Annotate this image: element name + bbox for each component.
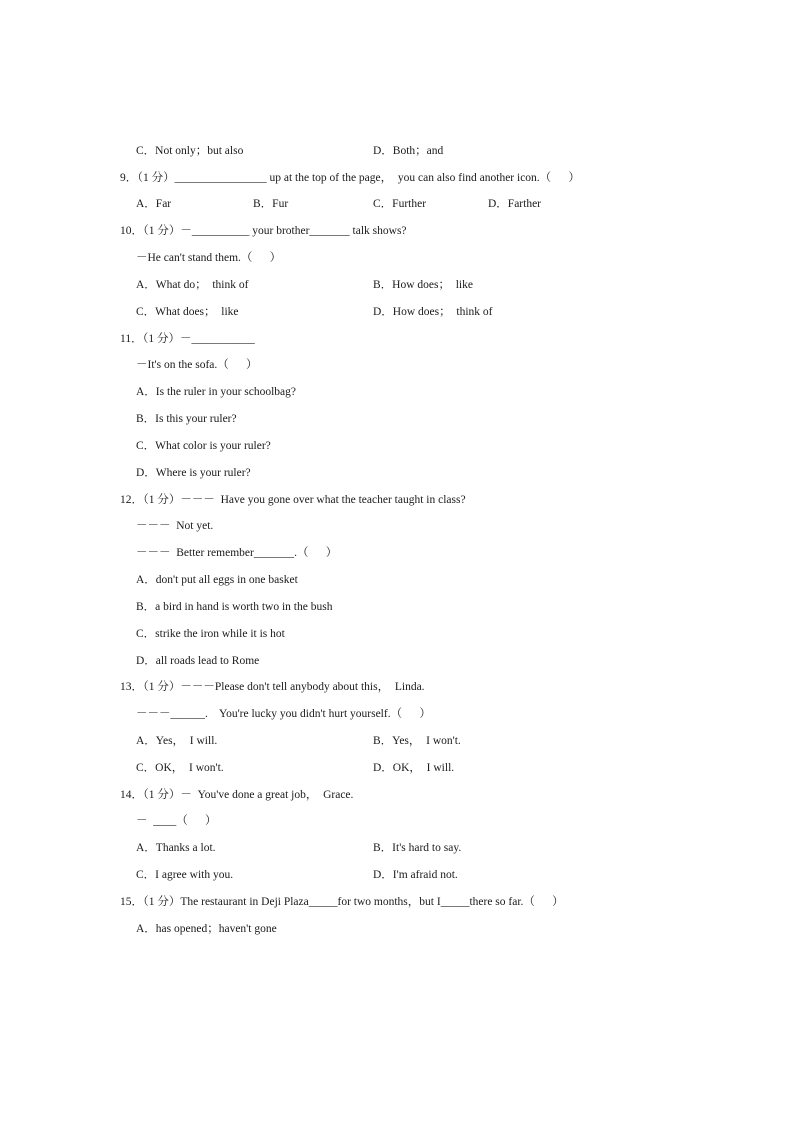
- q12-option-b[interactable]: B．a bird in hand is worth two in the bush: [136, 601, 333, 613]
- q13-option-d[interactable]: D．OK， I will.: [373, 762, 455, 774]
- q10-text: talk shows?: [349, 225, 407, 237]
- q10-blank-1: __________: [191, 225, 250, 237]
- q11-option-c[interactable]: C．What color is your ruler?: [136, 440, 271, 452]
- q8-option-d[interactable]: D．Both；and: [373, 145, 444, 157]
- q9-options-row: [0, 199, 794, 213]
- q12-line-3-text: －－－ Better remember: [136, 547, 254, 559]
- q12-option-d[interactable]: D．all roads lead to Rome: [136, 655, 260, 667]
- q13-reply-text: . You're lucky you didn't hurt yourself.（ ）: [205, 708, 431, 720]
- q10-option-b[interactable]: B．How does； like: [373, 279, 473, 291]
- q9-option-b[interactable]: B．Fur: [253, 198, 289, 210]
- q12-reply: －－－ Not yet.: [136, 520, 214, 532]
- q13-stem: 13．（1 分）－－－Please don't tell anybody about this， Linda.: [120, 681, 425, 693]
- q10-options-row-2: [0, 307, 794, 321]
- q9-text: up at the top of the page， you can also find another icon.（ ）: [266, 172, 580, 184]
- q15-stem: [120, 897, 564, 909]
- q15-text-1: 15．（1 分）The restaurant in Deji Plaza: [120, 896, 309, 908]
- q11-blank: ___________: [191, 333, 255, 345]
- q14-option-a[interactable]: A．Thanks a lot.: [136, 842, 216, 854]
- q13-option-c[interactable]: C．OK， I won't.: [136, 762, 224, 774]
- q9-blank: ________________: [174, 172, 267, 184]
- q14-options-row-2: [0, 870, 794, 884]
- q15-blank-2: _____: [440, 896, 470, 908]
- q14-option-c[interactable]: C．I agree with you.: [136, 869, 234, 881]
- q11-option-a[interactable]: A．Is the ruler in your schoolbag?: [136, 386, 297, 398]
- q10-reply: －He can't stand them.（ ）: [136, 252, 282, 264]
- q14-option-b[interactable]: B．It's hard to say.: [373, 842, 462, 854]
- q8-option-c[interactable]: C．Not only；but also: [136, 145, 244, 157]
- q13-option-a[interactable]: A．Yes， I will.: [136, 735, 218, 747]
- q10-options-row-1: [0, 280, 794, 294]
- q14-blank: ____: [153, 815, 177, 827]
- q14-dash: －: [136, 815, 154, 827]
- q14-paren: （ ）: [176, 815, 217, 827]
- q12-stem: 12．（1 分）－－－ Have you gone over what the teacher taught in class?: [120, 494, 466, 506]
- q14-options-row-1: [0, 843, 794, 857]
- q15-blank-1: _____: [308, 896, 338, 908]
- q15-option-a[interactable]: A．has opened；haven't gone: [136, 923, 277, 935]
- q15-text-2: for two months，but I: [337, 896, 441, 908]
- q13-options-row-1: [0, 736, 794, 750]
- q10-option-d[interactable]: D．How does； think of: [373, 306, 493, 318]
- q9-stem: [120, 173, 580, 185]
- q12-option-a[interactable]: A．don't put all eggs in one basket: [136, 574, 298, 586]
- q11-reply: －It's on the sofa.（ ）: [136, 359, 258, 371]
- q11-stem: [120, 334, 255, 346]
- q13-blank: ______: [170, 708, 205, 720]
- q12-option-c[interactable]: C．strike the iron while it is hot: [136, 628, 285, 640]
- q10-mid-text: your brother: [249, 225, 310, 237]
- q9-option-c[interactable]: C．Further: [373, 198, 427, 210]
- q13-options-row-2: [0, 763, 794, 777]
- q13-dashes: －－－: [136, 708, 171, 720]
- q12-line-3: [136, 548, 337, 560]
- q10-option-a[interactable]: A．What do； think of: [136, 279, 249, 291]
- q11-option-b[interactable]: B．Is this your ruler?: [136, 413, 237, 425]
- q13-option-b[interactable]: B．Yes， I won't.: [373, 735, 461, 747]
- q12-blank: _______: [253, 547, 295, 559]
- q14-reply: [136, 816, 217, 828]
- q10-blank-2: _______: [309, 225, 350, 237]
- q14-stem: 14．（1 分）－ You've done a great job， Grace.: [120, 789, 354, 801]
- q10-stem: [120, 226, 407, 238]
- q11-option-d[interactable]: D．Where is your ruler?: [136, 467, 251, 479]
- q10-option-c[interactable]: C．What does； like: [136, 306, 239, 318]
- q11-number: 11．（1 分）－: [120, 333, 192, 345]
- q13-reply: [136, 709, 431, 721]
- q9-number: 9．（1 分）: [120, 172, 175, 184]
- q10-number: 10．（1 分）－: [120, 225, 192, 237]
- q9-option-a[interactable]: A．Far: [136, 198, 172, 210]
- q15-text-3: there so far.（ ）: [469, 896, 564, 908]
- q9-option-d[interactable]: D．Farther: [488, 198, 542, 210]
- q14-option-d[interactable]: D．I'm afraid not.: [373, 869, 458, 881]
- q12-paren: .（ ）: [294, 547, 338, 559]
- q8-options-row: [0, 146, 794, 160]
